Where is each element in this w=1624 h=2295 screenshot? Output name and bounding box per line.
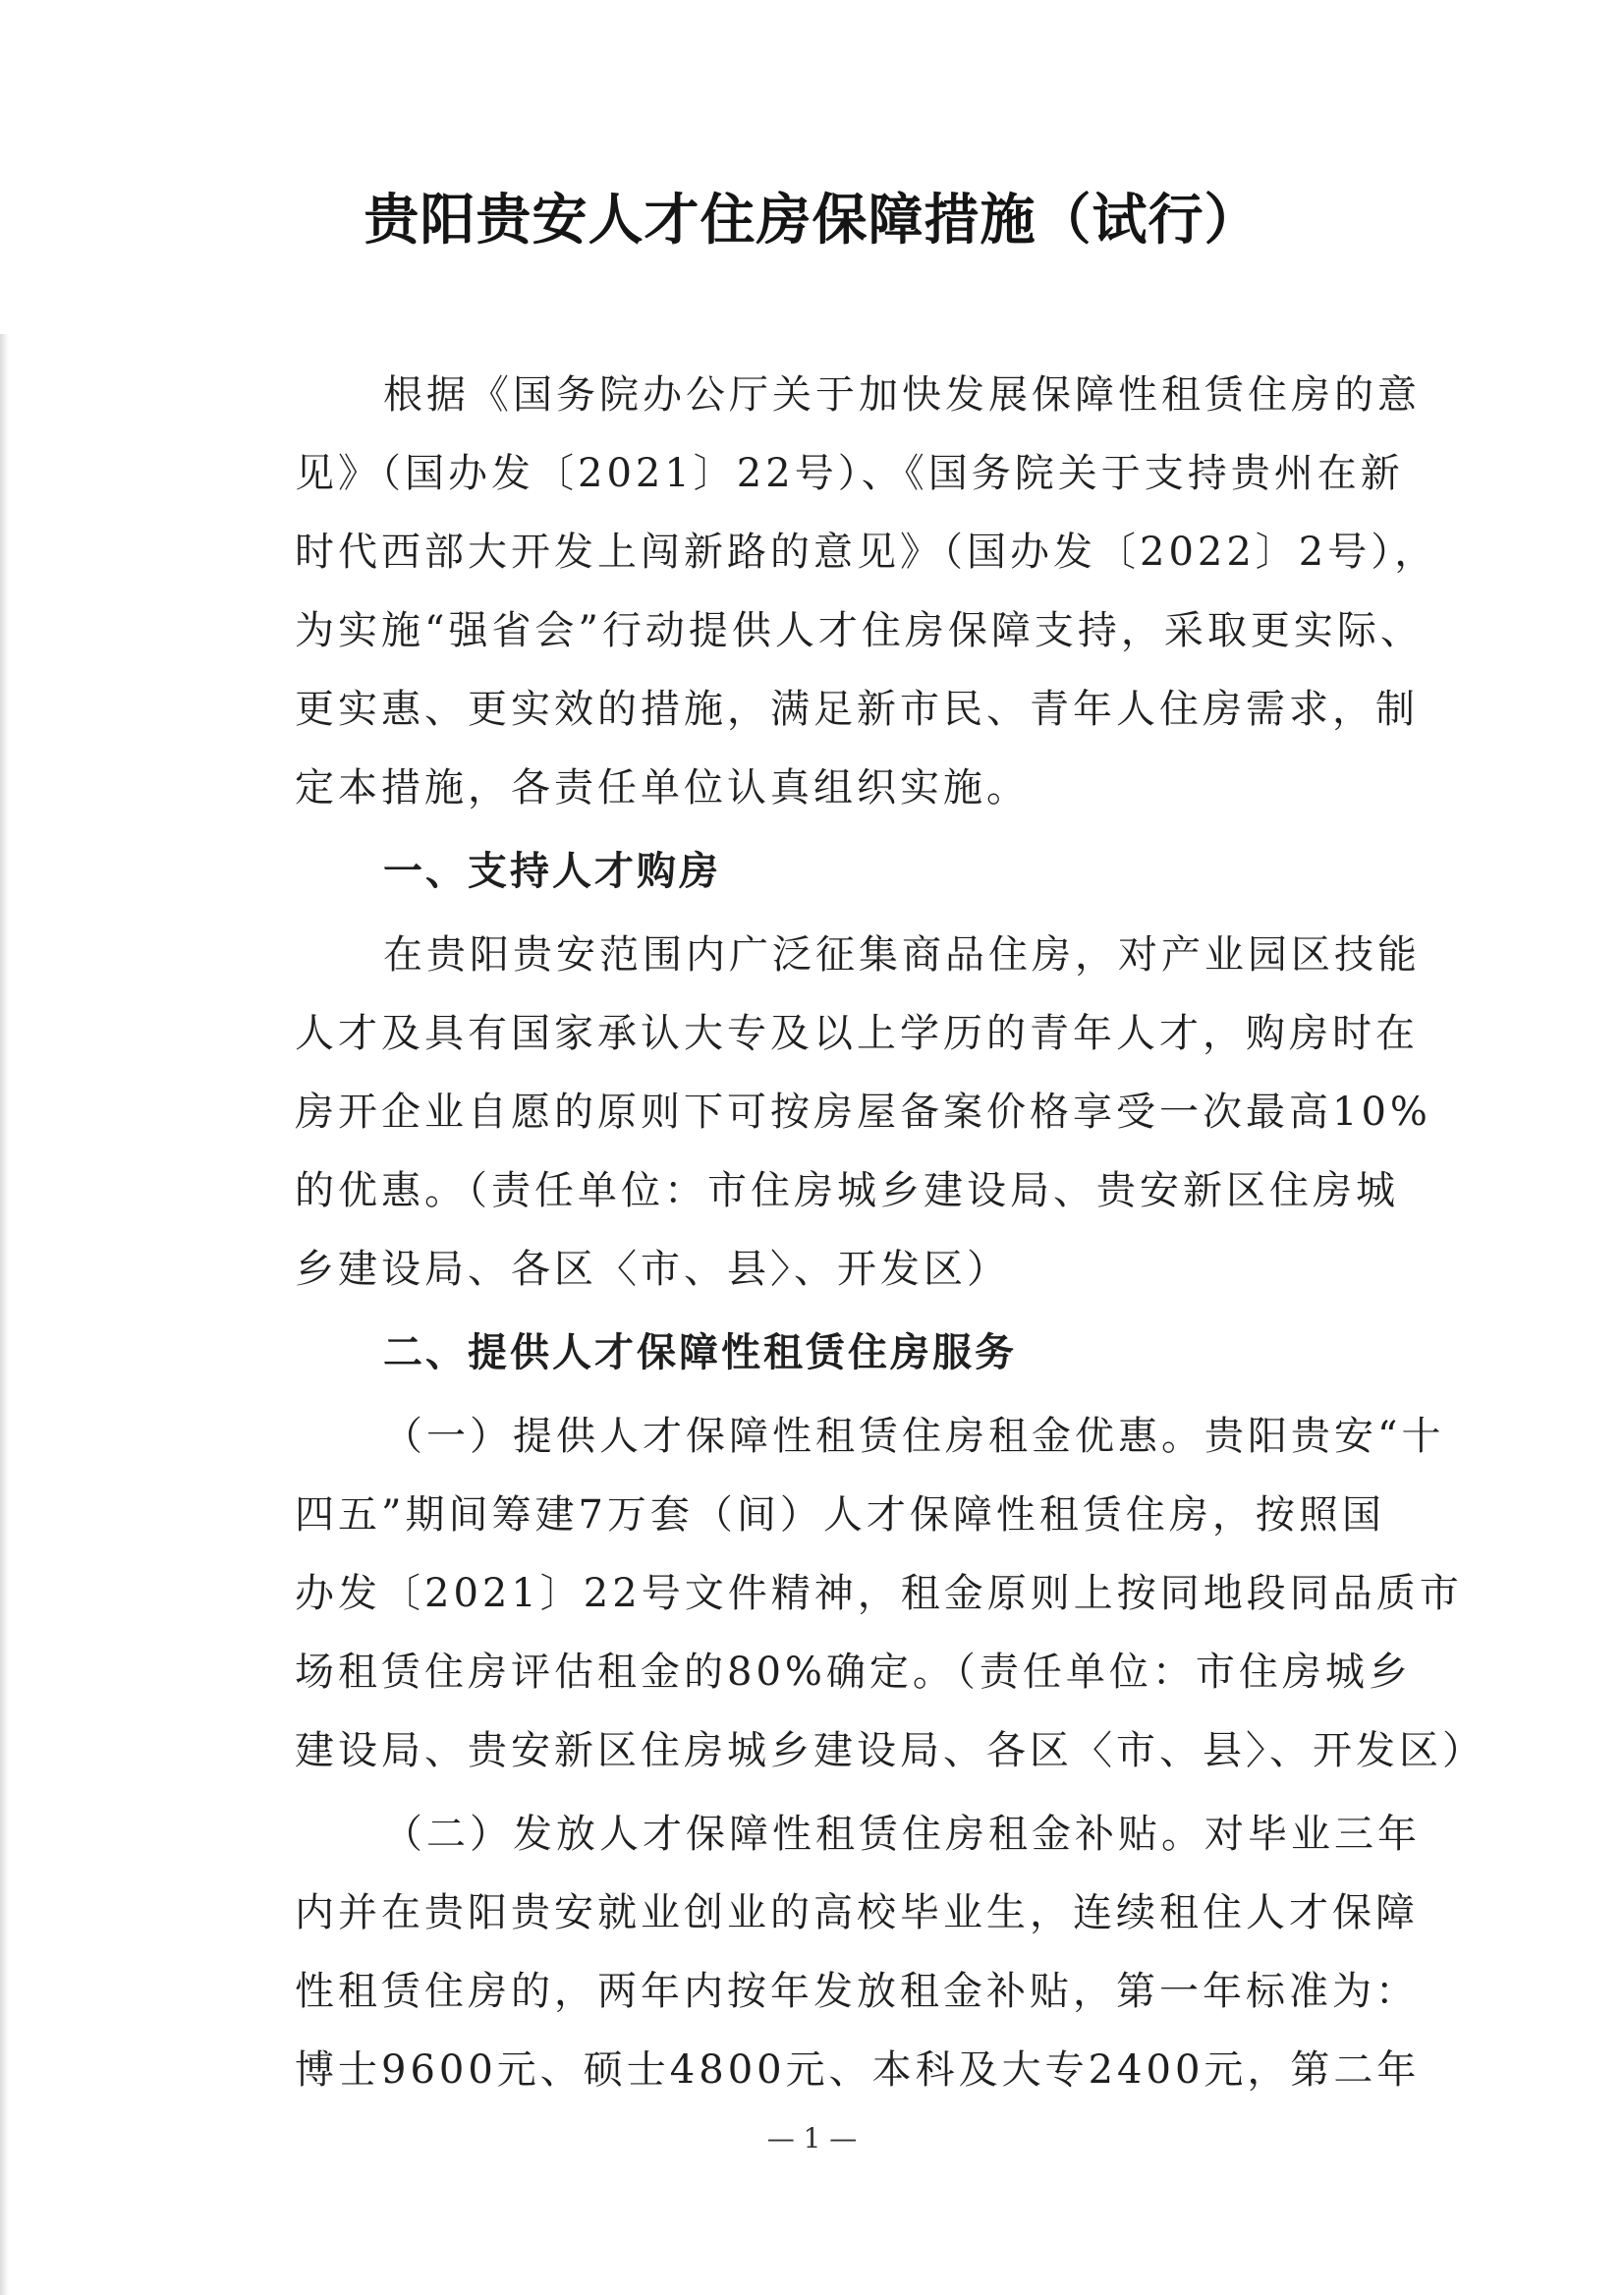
paragraph-line-2: 见》（国办发〔2021〕22号）、《国务院关于支持贵州在新 bbox=[295, 451, 1404, 496]
paragraph-line-4: 为实施“强省会”行动提供人才住房保障支持，采取更实际、 bbox=[295, 608, 1424, 653]
paragraph-line-15: 场租赁住房评估租金的80%确定。（责任单位：市住房城乡 bbox=[295, 1650, 1412, 1695]
paragraph-line-19: 性租赁住房的，两年内按年发放租金补贴，第一年标准为： bbox=[295, 1969, 1419, 2014]
paragraph-line-14: 办发〔2021〕22号文件精神，租金原则上按同地段同品质市 bbox=[295, 1571, 1463, 1616]
paragraph-line-20: 博士9600元、硕士4800元、本科及大专2400元，第二年 bbox=[295, 2047, 1421, 2093]
paragraph-line-18: 内并在贵阳贵安就业创业的高校毕业生，连续租住人才保障 bbox=[295, 1890, 1419, 1935]
paragraph-line-13: 四五”期间筹建7万套（间）人才保障性租赁住房，按照国 bbox=[295, 1492, 1385, 1538]
paragraph-line-1: 根据《国务院办公厅关于加快发展保障性租赁住房的意 bbox=[383, 372, 1421, 418]
section-heading-2: 二、提供人才保障性租赁住房服务 bbox=[383, 1330, 1017, 1375]
paragraph-line-8: 人才及具有国家承认大专及以上学历的青年人才，购房时在 bbox=[295, 1011, 1419, 1056]
paragraph-line-9: 房开企业自愿的原则下可按房屋备案价格享受一次最高10% bbox=[295, 1090, 1431, 1135]
paragraph-line-12: （一）提供人才保障性租赁住房租金优惠。贵阳贵安“十 bbox=[383, 1414, 1445, 1459]
paragraph-line-10: 的优惠。（责任单位：市住房城乡建设局、贵安新区住房城 bbox=[295, 1168, 1399, 1213]
paragraph-line-17: （二）发放人才保障性租赁住房租金补贴。对毕业三年 bbox=[383, 1812, 1421, 1857]
section-heading-1: 一、支持人才购房 bbox=[383, 849, 721, 894]
scan-edge-shadow bbox=[0, 334, 9, 2295]
document-title: 贵阳贵安人才住房保障措施（试行） bbox=[364, 188, 1260, 252]
page-number: — 1 — bbox=[766, 2122, 858, 2155]
paragraph-line-11: 乡建设局、各区〈市、县〉、开发区） bbox=[295, 1247, 1010, 1292]
paragraph-line-16: 建设局、贵安新区住房城乡建设局、各区〈市、县〉、开发区） bbox=[295, 1728, 1485, 1773]
paragraph-line-5: 更实惠、更实效的措施，满足新市民、青年人住房需求，制 bbox=[295, 687, 1419, 732]
paragraph-line-6: 定本措施，各责任单位认真组织实施。 bbox=[295, 765, 1030, 811]
paragraph-line-3: 时代西部大开发上闯新路的意见》（国办发〔2022〕2号）， bbox=[295, 530, 1438, 575]
paragraph-line-7: 在贵阳贵安范围内广泛征集商品住房，对产业园区技能 bbox=[383, 932, 1421, 978]
